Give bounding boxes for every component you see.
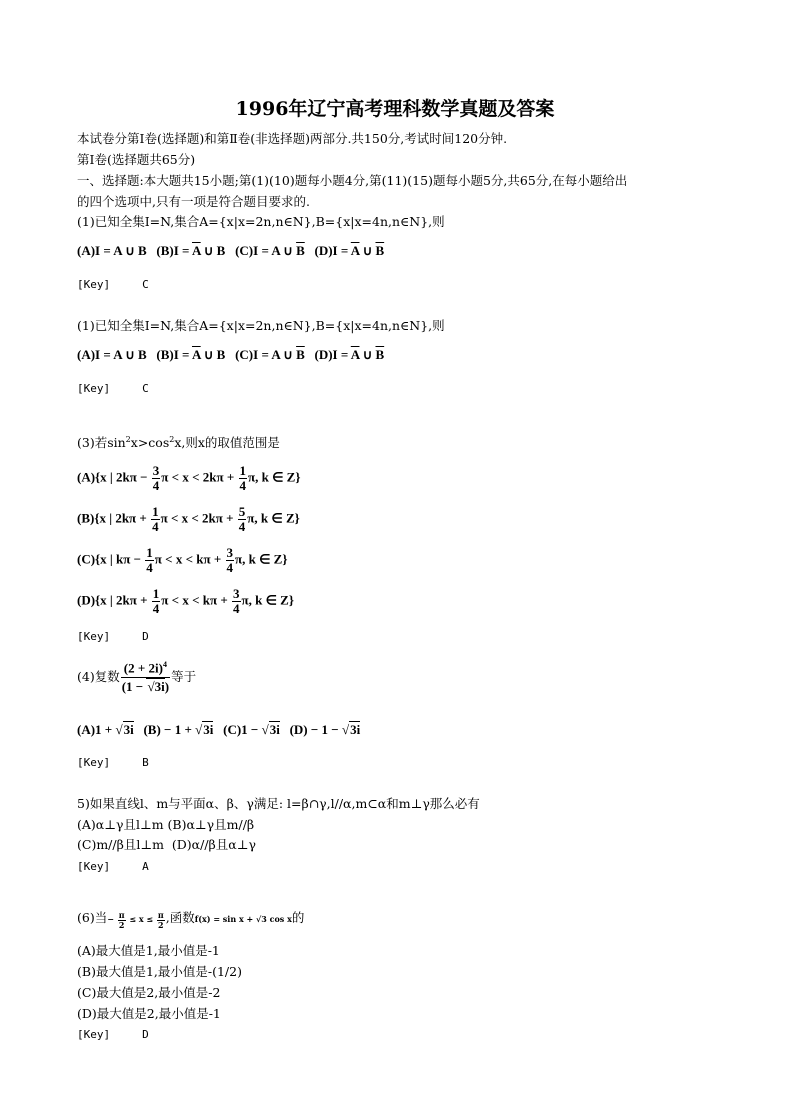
- q4-options: (A)1 + √3i (B) − 1 + √3i (C)1 − √3i (D) − 1 − √3i: [77, 722, 361, 737]
- q6-key: [Key] D: [77, 1028, 149, 1041]
- q6-stem: (6)当− $\frac{\pi}{2}$ ≤ x ≤ $\frac{\pi}{2}$ ,函数f(x) = sin x + √3 cos x的: [77, 909, 305, 930]
- q2-options: (A)I = A ∪ B $(B)I = \overline{A}$ ∪ B (C)I = A ∪ $\overline{B}$ $(D)I = \overline{A}$ ∪ $\overline{B}$: [77, 347, 385, 362]
- q3-option-a: (A){x | 2kπ − $\frac{3}{4}$ π < x < 2kπ + $\frac{1}{4}$ π, k ∈ Z}: [77, 463, 301, 493]
- q3-option-b: (B){x | 2kπ + $\frac{1}{4}$ π < x < 2kπ + $\frac{5}{4}$ π, k ∈ Z}: [77, 504, 300, 534]
- q6-option-d: (D)最大值是2,最小值是-1: [77, 1006, 221, 1021]
- q3-option-d: (D){x | 2kπ + $\frac{1}{4}$ π < x < kπ + $\frac{3}{4}$ π, k ∈ Z}: [77, 586, 294, 616]
- intro-line-3: 一、选择题:本大题共15小题;第(1)(10)题每小题4分,第(11)(15)题每小题5分,共65分,在每小题给出: [77, 173, 628, 188]
- q5-key: [Key] A: [77, 860, 149, 873]
- q1-stem: (1)已知全集I=N,集合A={x|x=2n,n∈N},B={x|x=4n,n∈N},则: [77, 214, 445, 229]
- q1-options: (A)I = A ∪ B $(B)I = \overline{A}$ ∪ B (C)I = A ∪ $\overline{B}$ $(D)I = \overline{A}$ ∪ $\overline{B}$: [77, 243, 385, 258]
- q6-option-b: (B)最大值是1,最小值是-(1/2): [77, 964, 242, 979]
- q2-key: [Key] C: [77, 382, 149, 395]
- q6-option-a: (A)最大值是1,最小值是-1: [77, 943, 220, 958]
- q3-stem: (3)若$\sin^2x>\cos^2x$,则x的取值范围是: [77, 434, 280, 450]
- intro-line-2: 第Ⅰ卷(选择题共65分): [77, 152, 196, 167]
- q5-options-row-1: (A)α⊥γ且l⊥m (B)α⊥γ且m//β: [77, 817, 255, 832]
- q3-option-c: (C){x | kπ − $\frac{1}{4}$ π < x < kπ + $\frac{3}{4}$ π, k ∈ Z}: [77, 545, 288, 575]
- q5-options-row-2: (C)m//β且l⊥m (D)α//β且α⊥γ: [77, 837, 256, 852]
- q2-stem: (1)已知全集I=N,集合A={x|x=2n,n∈N},B={x|x=4n,n∈N},则: [77, 318, 445, 333]
- intro-line-1: 本试卷分第Ⅰ卷(选择题)和第Ⅱ卷(非选择题)两部分.共150分,考试时间120分钟.: [77, 131, 508, 146]
- page-title: 1996年辽宁高考理科数学真题及答案: [235, 98, 555, 120]
- q3-key: [Key] D: [77, 630, 149, 643]
- q4-stem: (4)复数 $\frac{(2 + 2i)^4}{(1 - √3i)}$ 等于: [77, 656, 196, 696]
- q1-key: [Key] C: [77, 278, 149, 291]
- intro-line-4: 的四个选项中,只有一项是符合题目要求的.: [77, 194, 310, 209]
- q5-stem: 5)如果直线l、m与平面α、β、γ满足: l=β∩γ,l//α,m⊂α和m⊥γ那么必有: [77, 796, 480, 811]
- q6-option-c: (C)最大值是2,最小值是-2: [77, 985, 221, 1000]
- q4-key: [Key] B: [77, 756, 149, 769]
